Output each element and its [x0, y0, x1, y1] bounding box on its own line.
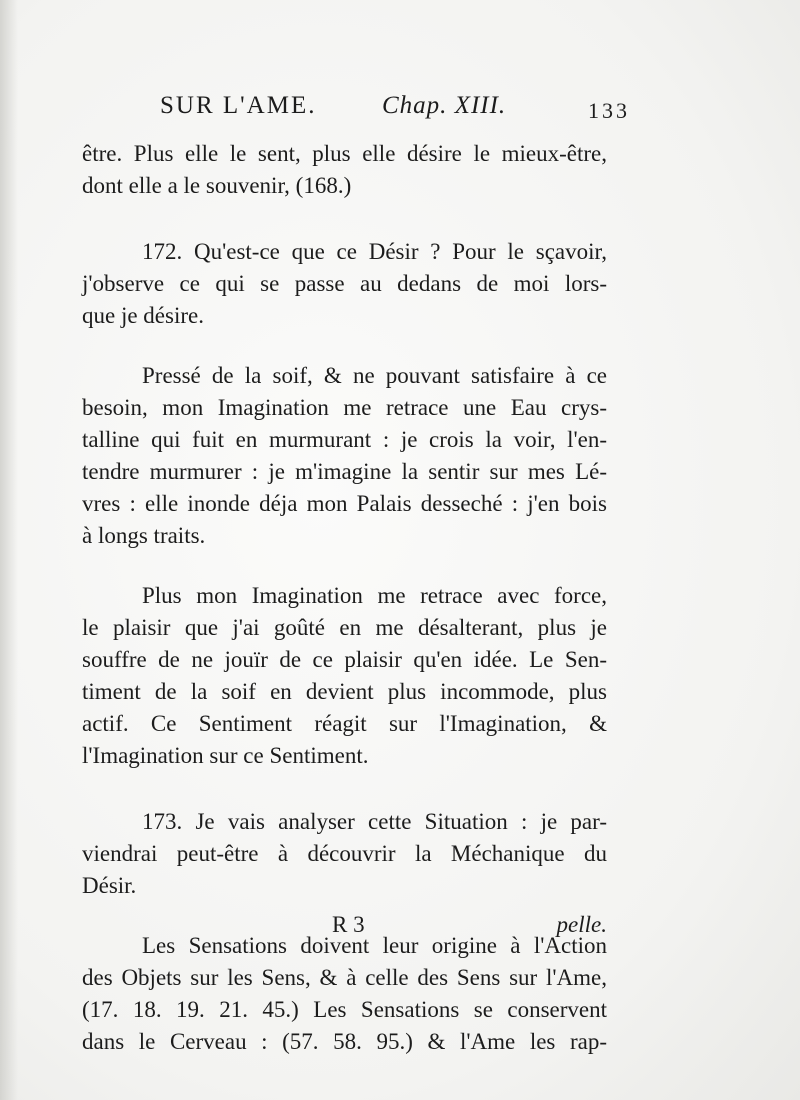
text-line: viendrai peut-être à découvrir la Méchanique du — [82, 841, 607, 866]
paragraph-continuation — [82, 138, 607, 202]
paragraph-presse — [82, 360, 607, 552]
paragraph-173 — [82, 806, 607, 902]
running-title: SUR L'AME. — [160, 92, 317, 119]
text-line: vres : elle inonde déja mon Palais desseché : j'en bois — [82, 491, 607, 516]
paragraph-sensations — [82, 930, 607, 1058]
signature-mark: R 3 — [332, 912, 365, 937]
text-line: 173. Je vais analyser cette Situation : je par- — [142, 809, 607, 834]
text-line: le plaisir que j'ai goûté en me désalterant, plus je — [82, 615, 607, 640]
text-line: (17. 18. 19. 21. 45.) Les Sensations se conservent — [82, 997, 607, 1022]
text-line: talline qui fuit en murmurant : je crois la voir, l'en- — [82, 427, 607, 452]
text-line: Désir. — [82, 873, 137, 898]
page-footer — [82, 912, 607, 944]
text-line: Pressé de la soif, & ne pouvant satisfaire à ce — [142, 363, 607, 388]
text-line: souffre de ne jouïr de ce plaisir qu'en idée. Le Sen- — [82, 647, 607, 672]
text-line: l'Imagination sur ce Sentiment. — [82, 743, 369, 768]
text-line: timent de la soif en devient plus incommode, plus — [82, 679, 607, 704]
text-line: 172. Qu'est-ce que ce Désir ? Pour le sçavoir, — [142, 239, 607, 264]
text-line: être. Plus elle le sent, plus elle désire le mieux-être, — [82, 141, 607, 166]
text-line: dans le Cerveau : (57. 58. 95.) & l'Ame les rap- — [82, 1029, 607, 1054]
running-header — [160, 92, 630, 128]
page-gutter-shadow — [0, 0, 18, 1100]
text-line: actif. Ce Sentiment réagit sur l'Imagination, & — [82, 711, 607, 736]
page-number: 133 — [588, 98, 630, 123]
text-line: Les Sensations doivent leur origine à l'Action — [142, 933, 607, 958]
text-line: que je désire. — [82, 303, 204, 328]
chapter-label: Chap. XIII. — [382, 92, 507, 119]
text-line: des Objets sur les Sens, & à celle des Sens sur l'Ame, — [82, 965, 607, 990]
text-line: j'observe ce qui se passe au dedans de moi lors- — [82, 271, 607, 296]
text-line: tendre murmurer : je m'imagine la sentir sur mes Lé- — [82, 459, 607, 484]
text-line: besoin, mon Imagination me retrace une Eau crys- — [82, 395, 607, 420]
text-line: dont elle a le souvenir, (168.) — [82, 173, 352, 198]
text-line: Plus mon Imagination me retrace avec force, — [142, 583, 607, 608]
catchword: pelle. — [556, 912, 607, 937]
paragraph-172 — [82, 236, 607, 332]
text-line: à longs traits. — [82, 523, 206, 548]
paragraph-plus — [82, 580, 607, 772]
